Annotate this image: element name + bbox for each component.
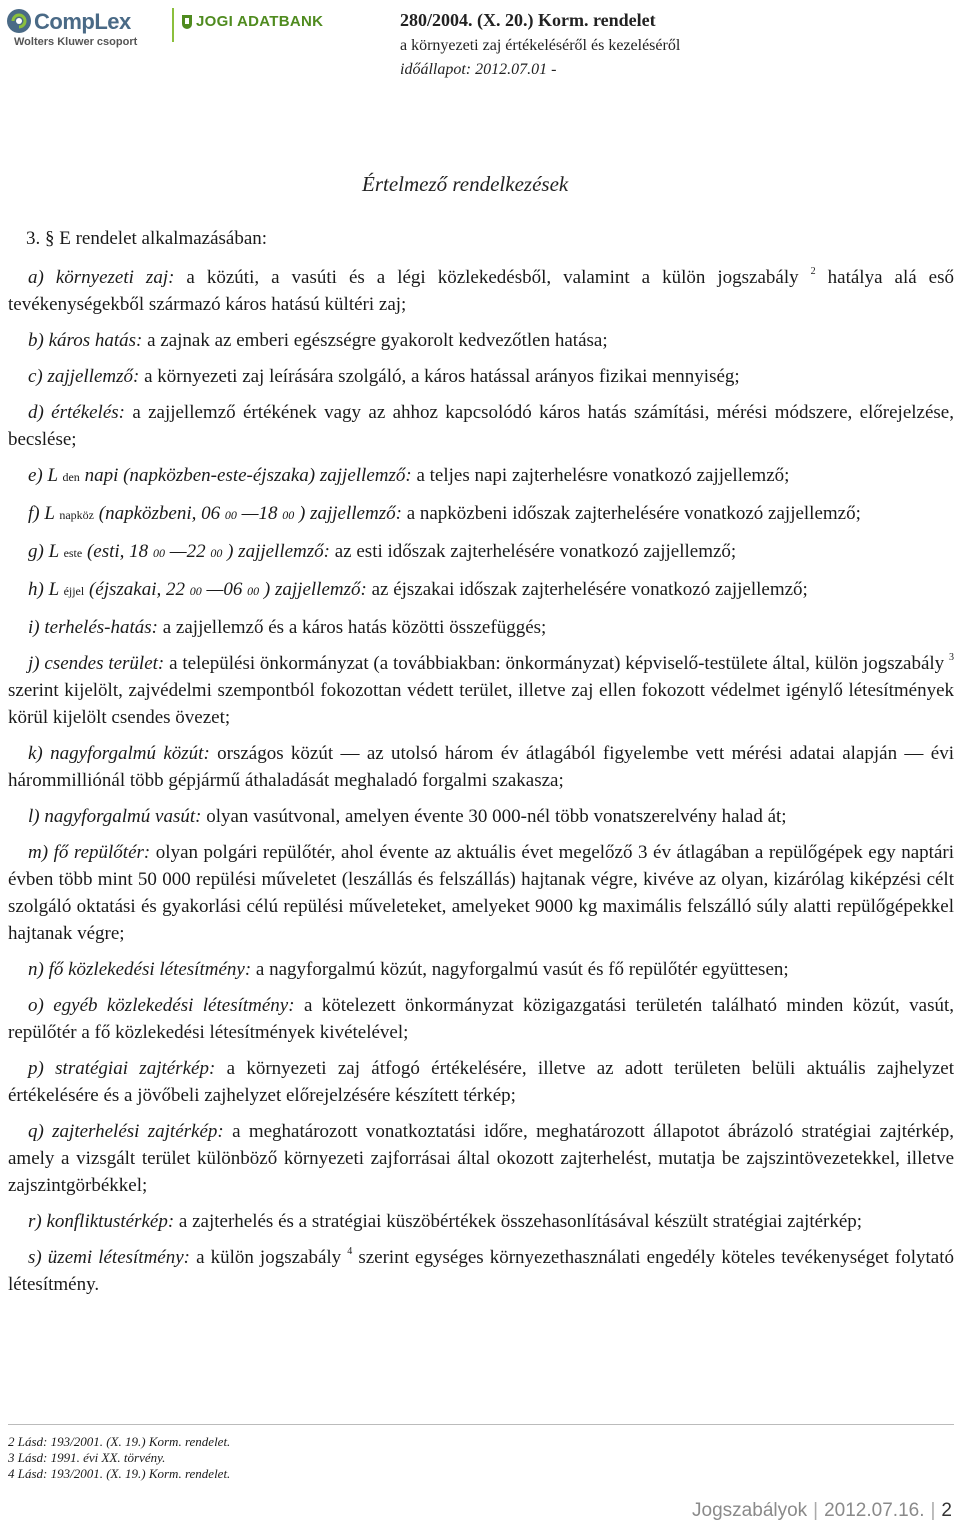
complex-logo-text: CompLex xyxy=(34,9,131,34)
footnote-4: 4 Lásd: 193/2001. (X. 19.) Korm. rendelet. xyxy=(8,1466,231,1481)
footnote-3: 3 Lásd: 1991. évi XX. törvény. xyxy=(8,1450,166,1465)
footer-date: 2012.07.16. xyxy=(824,1500,925,1521)
section-heading: Értelmező rendelkezések xyxy=(362,172,569,196)
definition-o: o) egyéb közlekedési létesítmény: a kötelezett önkormányzat közigazgatási területén található minden közút, vasút, repülőtér a fő közlekedési létesítmények kivételével; xyxy=(8,995,954,1043)
jogi-logo-text: JOGI ADATBANK xyxy=(196,13,324,30)
complex-logo-subtitle: Wolters Kluwer csoport xyxy=(14,36,138,48)
logo-divider xyxy=(172,8,174,42)
regulation-title: 280/2004. (X. 20.) Korm. rendelet xyxy=(400,10,656,30)
footnote-ref-3[interactable]: 3 xyxy=(948,652,954,663)
definition-d: d) értékelés: a zajjellemző értékének vagy az ahhoz kapcsolódó káros hatás számítási, mérési módszere, előrejelzése, becslése; xyxy=(8,402,954,450)
footer-label: Jogszabályok xyxy=(692,1500,808,1521)
footer-separator: | xyxy=(813,1500,819,1521)
definition-i: i) terhelés-hatás: a zajjellemző és a káros hatás közötti összefüggés; xyxy=(28,617,547,638)
complex-logo-icon xyxy=(6,8,32,34)
definition-m: m) fő repülőtér: olyan polgári repülőtér, ahol évente az aktuális évet megelőző 3 év átlagában a repülőgépek egy naptári évben több mint 50 000 repülési műveletet (leszállás és felszállás) hajtanak végre, kivéve az olyan, kizárólag kiképzési célt szolgáló oktatási és gyakorlási célú repülési műveleteket, amelyeket 9000 kg maximális felszálló súly alatti repülőgépekkel hajtanak végre; xyxy=(8,842,954,944)
definition-s: s) üzemi létesítmény: a külön jogszabály $^4$ szerint egységes környezethasználati engedély köteles tevékenységet folytató létesítmény. xyxy=(8,1246,954,1295)
definition-j: j) csendes terület: a települési önkormányzat (a továbbiakban: önkormányzat) képviselő-testülete által, külön jogszabály $^3$ szerint kijelölt, zajvédelmi szempontból fokozottan védett terület, illetve zaj ellen fokozott védelmet igénylő létesítmények körül kijelölt csendes övezet; xyxy=(8,652,954,728)
definition-a: a) környezeti zaj: a közúti, a vasúti és a légi közlekedésből, valamint a külön jogszabály $^2$ hatálya alá eső tevékenységekből származó káros hatású kültéri zaj; xyxy=(8,266,954,315)
definitions-list xyxy=(8,264,954,1307)
time-state: időállapot: 2012.07.01 - xyxy=(400,61,557,78)
footnotes xyxy=(8,1434,230,1482)
document-header xyxy=(0,0,960,78)
footer-separator-2: | xyxy=(930,1500,936,1521)
paragraph-number: 3. § E rendelet alkalmazásában: xyxy=(26,228,268,249)
footnote-ref-2[interactable]: 2 xyxy=(810,266,816,277)
definition-l: l) nagyforgalmú vasút: olyan vasútvonal, amelyen évente 30 000-nél több vonatszerelvény halad át; xyxy=(28,806,787,827)
definition-p: p) stratégiai zajtérkép: a környezeti zaj átfogó értékelésére, illetve az adott területen belüli aktuális zajhelyzet értékelésére és a jövőbeli zajhelyzet előrejelzésére készített térkép; xyxy=(8,1058,954,1106)
footnote-2: 2 Lásd: 193/2001. (X. 19.) Korm. rendelet. xyxy=(8,1434,231,1449)
footnote-ref-4[interactable]: 4 xyxy=(347,1246,353,1257)
regulation-subtitle: a környezeti zaj értékeléséről és kezeléséről xyxy=(400,37,681,54)
complex-logo xyxy=(6,6,166,50)
page-footer xyxy=(692,1500,952,1522)
page-number: 2 xyxy=(941,1500,952,1521)
definition-q: q) zajterhelési zajtérkép: a meghatározott vonatkoztatási időre, meghatározott állapotot ábrázoló stratégiai zajtérkép, amely a vizsgált terület különböző környezeti zajforrásai által okozott zajterhelést, mutatja be zajszintövezetekkel, illetve zajszintgörbékkel; xyxy=(8,1121,954,1196)
definition-c: c) zajjellemző: a környezeti zaj leírására szolgáló, a káros hatással arányos fizikai mennyiség; xyxy=(28,366,740,387)
footnote-divider xyxy=(8,1424,954,1425)
definition-r: r) konfliktustérkép: a zajterhelés és a stratégiai küszöbértékek összehasonlításával készült stratégiai zajtérkép; xyxy=(28,1211,863,1232)
definition-n: n) fő közlekedési létesítmény: a nagyforgalmú közút, nagyforgalmú vasút és fő repülőtér együttesen; xyxy=(28,959,789,980)
definition-e: e) L den napi (napközben-este-éjszaka) zajjellemző: a teljes napi zajterhelésre vonatkozó zajjellemző; xyxy=(28,465,790,486)
definition-b: b) káros hatás: a zajnak az emberi egészségre gyakorolt kedvezőtlen hatása; xyxy=(28,330,608,351)
jogi-logo-icon xyxy=(180,14,194,30)
definition-k: k) nagyforgalmú közút: országos közút — az utolsó három év átlagából figyelembe vett mérési adatai alapján — évi hárommilliónál több gépjármű áthaladását meghaladó forgalmi szakasza; xyxy=(8,743,954,791)
definition-g: g) L este (esti, 18 00 —22 00 ) zajjellemző: az esti időszak zajterhelésére vonatkozó zajjellemző; xyxy=(28,541,737,562)
jogi-adatbank-logo xyxy=(180,12,330,36)
definition-f: f) L napköz (napközbeni, 06 00 —18 00 ) zajjellemző: a napközbeni időszak zajterhelésére vonatkozó zajjellemző; xyxy=(28,503,861,524)
definition-h: h) L éjjel (éjszakai, 22 00 —06 00 ) zajjellemző: az éjszakai időszak zajterhelésére vonatkozó zajjellemző; xyxy=(28,579,808,600)
